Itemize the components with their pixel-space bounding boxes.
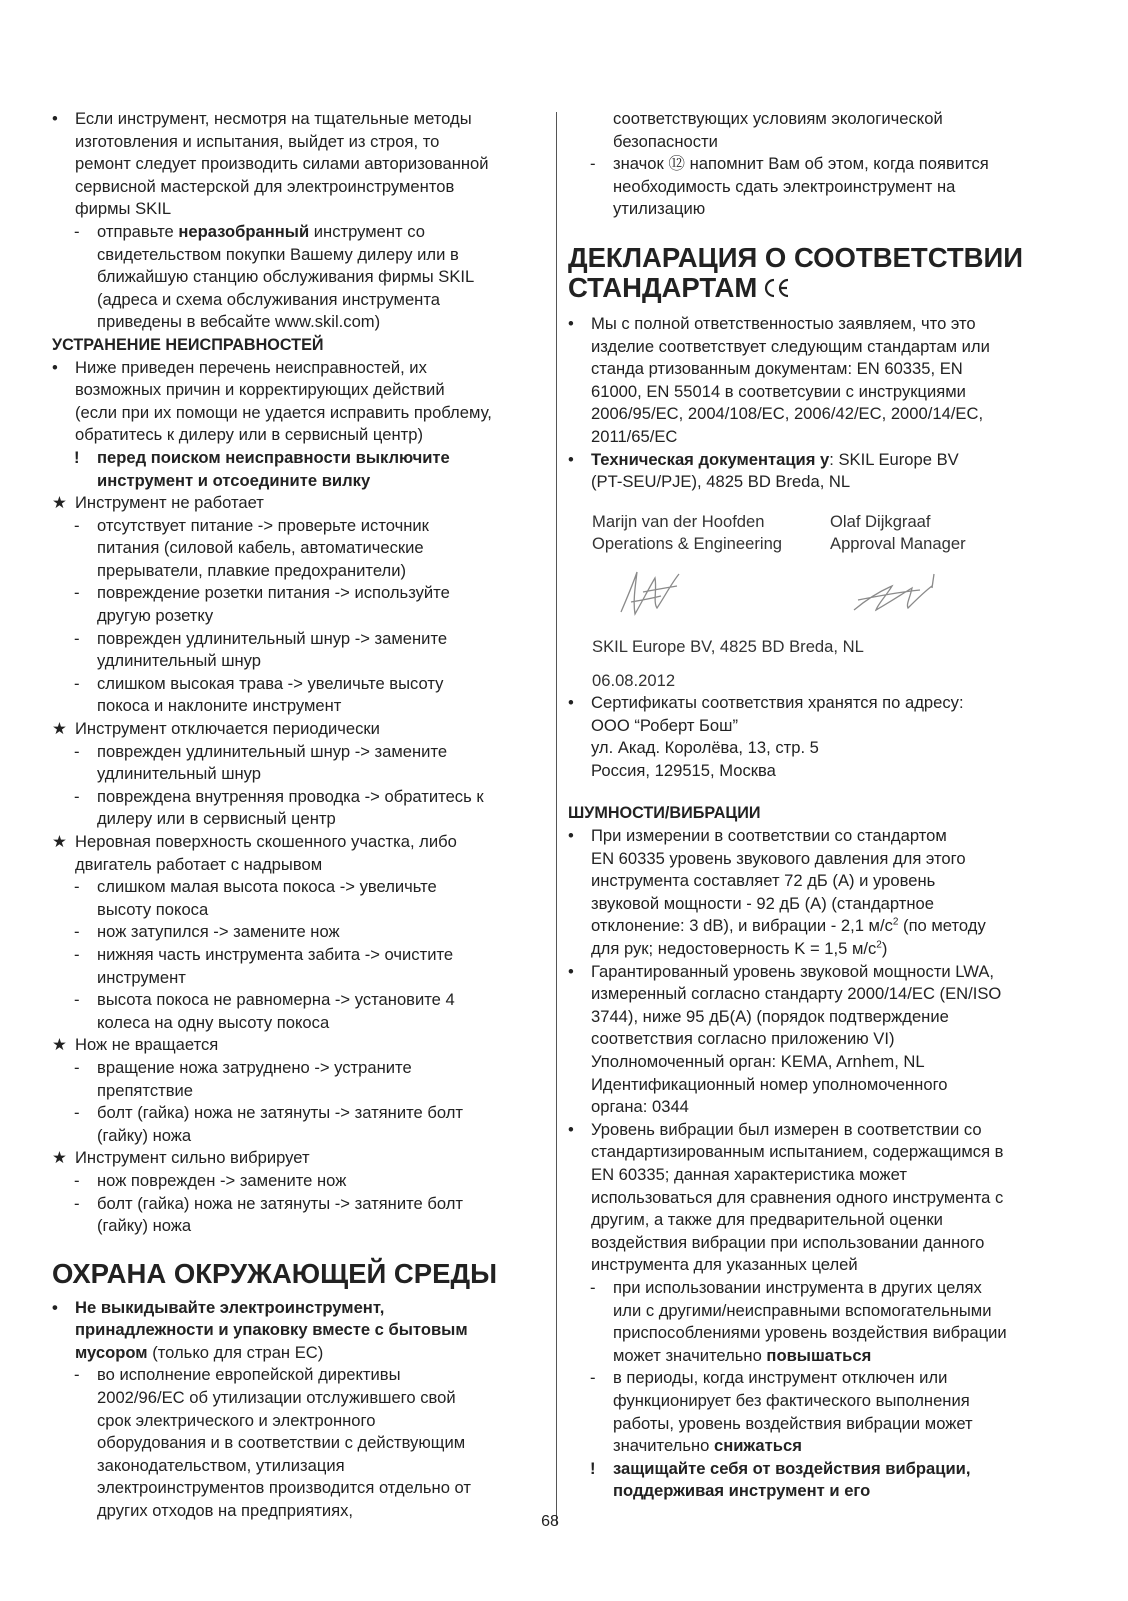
declaration-heading: ДЕКЛАРАЦИЯ О СООТВЕТСТВИИ СТАНДАРТАМ <box>568 241 1024 303</box>
problem-item: - повреждение розетки питания -> используйте другую розетку <box>74 583 450 626</box>
signature-image <box>848 570 943 620</box>
problem-item: - слишком малая высота покоса -> увеличьте высоту покоса <box>74 877 437 919</box>
problem-item: - болт (гайка) ножа не затянуты -> затяните болт (гайку) ножа <box>74 1193 463 1236</box>
right-column <box>568 108 1068 1503</box>
send-tool-item: - отправьте неразобранный инструмент со свидетельством покупки Вашему дилеру или в ближайшую станцию обслуживания фирмы SKIL (адреса и схема обслуживания инструмента приведены в вебсайте www.skil.com) <box>74 221 475 332</box>
environment-heading: ОХРАНА ОКРУЖАЮЩЕЙ СРЕДЫ <box>52 1257 497 1289</box>
problem-title: ★ Инструмент не работает <box>52 493 264 513</box>
declaration-bullet: • Мы с полной ответственностыо заявляем, что это изделие соответствует следующим стандартам или станда ртизованным документам: EN 60335, EN 61000, EN 55014 в соответсувии с инструкциями 2006/95/EC, 2004/108/EC, 2006/42/EC, 2000/14/EC, 2011/65/EC <box>568 313 990 446</box>
vibration-warning: ! защищайте себя от воздействия вибрации, поддерживая инструмент и его <box>590 1458 971 1501</box>
signer-name: Marijn van der Hoofden <box>592 511 765 531</box>
problem-title: ★ Неровная поверхность скошенного участка, либо двигатель работает с надрывом <box>52 832 457 874</box>
problem-item: - отсутствует питание -> проверьте источник питания (силовой кабель, автоматические прерыватели, плавкие предохранители) <box>74 515 429 580</box>
signatories <box>568 511 1068 556</box>
left-column <box>52 108 545 1523</box>
declaration-date: 06.08.2012 <box>592 670 676 690</box>
signer-title: Approval Manager <box>830 534 966 554</box>
problem-item: - повреждена внутренняя проводка -> обратитесь к дилеру или в сервисный центр <box>74 786 484 829</box>
symbol-item: - значок ⑫ напомнит Вам об этом, когда появится необходимость сдать электроинструмент на утилизацию <box>590 154 989 219</box>
certificates-bullet: • Сертификаты соответствия хранятся по адресу: ООО “Роберт Бош” ул. Акад. Королёва, 13, стр. 5 Россия, 129515, Москва <box>568 693 964 780</box>
technical-documentation: • Техническая документация у: SKIL Europe BV (PT-SEU/PJE), 4825 BD Breda, NL <box>568 449 959 492</box>
signature-image <box>613 562 688 622</box>
signatures <box>568 556 1068 636</box>
signer-title: Operations & Engineering <box>592 534 783 554</box>
problem-item: - поврежден удлинительный шнур -> замените удлинительный шнур <box>74 628 448 671</box>
problem-item: - нож поврежден -> замените нож <box>74 1170 347 1190</box>
environment-directive: - во исполнение европейской директивы 2002/96/ЕС об утилизации отслужившего свой срок электрического и электронного оборудования и в соответствии с действующим законодательством, утилизация электроинструментов производится отдельно от других отходов на предприятиях, <box>74 1365 472 1521</box>
problem-title: ★ Инструмент отключается периодически <box>52 719 380 739</box>
environment-directive-continued: соответствующих условиям экологической безопасности <box>613 109 943 151</box>
problem-item: - нож затупился -> замените нож <box>74 922 340 942</box>
vibration-increase-item: - при использовании инструмента в других целях или с другими/неисправными вспомогательными приспособлениями уровень воздействия вибрации может значительно повышаться <box>590 1277 1007 1365</box>
troubleshoot-heading: УСТРАНЕНИЕ НЕИСПРАВНОСТЕЙ <box>52 335 324 354</box>
problem-item: - нижняя часть инструмента забита -> очистите инструмент <box>74 944 454 987</box>
column-divider <box>556 112 557 1524</box>
noise-heading: ШУМНОСТИ/ВИБРАЦИИ <box>568 804 761 823</box>
vibration-bullet: • Уровень вибрации был измерен в соответствии со стандартизированным испытанием, содержащимся в EN 60335; данная характеристика может использоваться для сравнения одного инструмента с другим, а также для предварительной оценки воздействия вибрации при использовании данного инструмента для указанных целей <box>568 1119 1004 1275</box>
signer-name: Olaf Dijkgraaf <box>830 511 931 531</box>
problem-item: - слишком высокая трава -> увеличьте высоту покоса и наклоните инструмент <box>74 673 444 716</box>
sound-power-bullet: • Гарантированный уровень звуковой мощности LWA, измеренный согласно стандарту 2000/14/EC (EN/ISO 3744), ниже 95 дБ(A) (порядок подтверждение соответствия согласно приложению VI) Уполномоченный орган: KEMA, Arnhem, NL Идентификационный номер уполномоченного органа: 0344 <box>568 961 1002 1117</box>
troubleshoot-intro: • Ниже приведен перечень неисправностей, их возможных причин и корректирующих действий (если при их помощи не удается исправить проблему, обратитесь к дилеру или в сервисный центр) <box>52 357 492 445</box>
problem-item: - высота покоса не равномерна -> установите 4 колеса на одну высоту покоса <box>74 990 455 1032</box>
ce-mark-icon <box>763 278 791 298</box>
environment-bullet: • Не выкидывайте электроинструмент, принадлежности и упаковку вместе с бытовым мусором (только для стран ЕС) <box>52 1297 468 1362</box>
problem-item: - болт (гайка) ножа не затянуты -> затяните болт (гайку) ножа <box>74 1103 463 1145</box>
problem-item: - поврежден удлинительный шнур -> замените удлинительный шнур <box>74 741 448 784</box>
symbol-12-icon: ⑫ <box>668 154 685 174</box>
unplug-warning: ! перед поиском неисправности выключите инструмент и отсоедините вилку <box>74 447 450 490</box>
company-address: SKIL Europe BV, 4825 BD Breda, NL <box>592 636 864 656</box>
problem-title: ★ Нож не вращается <box>52 1035 219 1055</box>
problem-item: - вращение ножа затруднено -> устраните препятствие <box>74 1057 412 1100</box>
problem-title: ★ Инструмент сильно вибрирует <box>52 1148 310 1168</box>
vibration-decrease-item: - в периоды, когда инструмент отключен или функционирует без фактического выполнения работы, уровень воздействия вибрации может значительно снижаться <box>590 1368 973 1456</box>
noise-bullet: • При измерении в соответствии со стандартом EN 60335 уровень звукового давления для этого инструмента составляет 72 дБ (A) и уровень звуковой мощности - 92 дБ (A) (стандартное отклонение: 3 dB), и вибрации - 2,1 $м/с^2$ (по методу для рук; недостоверность K = 1,5 $м/с^2$) <box>568 826 986 959</box>
repair-bullet: • Если инструмент, несмотря на тщательные методы изготовления и испытания, выйдет из строя, то ремонт следует производить силами авторизованной сервисной мастерской для электроинструментов фирмы SKIL <box>52 109 489 219</box>
page-number: 68 <box>541 1513 559 1530</box>
